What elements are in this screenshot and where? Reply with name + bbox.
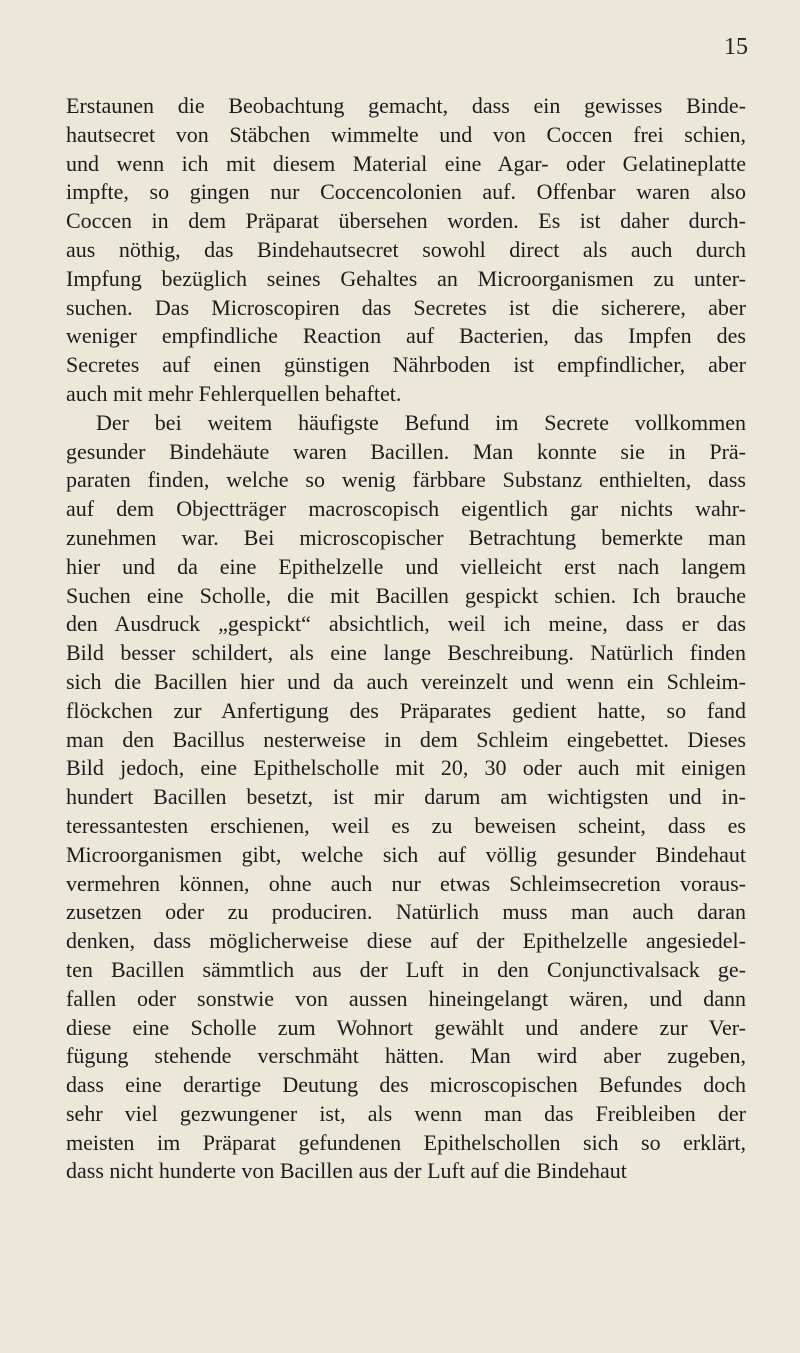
text-line: vermehren können, ohne auch nur etwas Schleimsecretion voraus- xyxy=(66,870,746,896)
text-line: Coccen in dem Präparat übersehen worden. Es ist daher durch- xyxy=(66,208,746,234)
text-line: paraten finden, welche so wenig färbbare Substanz enthielten, dass xyxy=(66,467,746,493)
text-line: dass eine derartige Deutung des microscopischen Befundes doch xyxy=(66,1072,746,1098)
text-line: man den Bacillus nesterweise in dem Schleim eingebettet. Dieses xyxy=(66,726,746,752)
text-line: dass nicht hunderte von Bacillen aus der Luft auf die Bindehaut xyxy=(66,1158,627,1184)
text-line: impfte, so gingen nur Coccencolonien auf. Offenbar waren also xyxy=(66,179,746,205)
text-line: meisten im Präparat gefundenen Epithelschollen sich so erklärt, xyxy=(66,1129,746,1155)
text-line: Bild jedoch, eine Epithelscholle mit 20, 30 oder auch mit einigen xyxy=(66,755,746,781)
text-line: hautsecret von Stäbchen wimmelte und von Coccen frei schien, xyxy=(66,121,746,147)
body-text xyxy=(66,92,746,1186)
text-line: denken, dass möglicherweise diese auf der Epithelzelle angesiedel- xyxy=(66,928,746,954)
text-line: suchen. Das Microscopiren das Secretes ist die sicherere, aber xyxy=(66,294,746,320)
text-line: hundert Bacillen besetzt, ist mir darum am wichtigsten und in- xyxy=(66,784,746,810)
text-line: den Ausdruck „gespickt“ absichtlich, weil ich meine, dass er das xyxy=(66,611,746,637)
text-line: gesunder Bindehäute waren Bacillen. Man konnte sie in Prä- xyxy=(66,438,746,464)
text-line: Suchen eine Scholle, die mit Bacillen gespickt schien. Ich brauche xyxy=(66,582,746,608)
text-line: zunehmen war. Bei microscopischer Betrachtung bemerkte man xyxy=(66,524,746,550)
text-line: Erstaunen die Beobachtung gemacht, dass ein gewisses Binde- xyxy=(66,93,746,118)
text-line: flöckchen zur Anfertigung des Präparates gedient hatte, so fand xyxy=(66,697,746,723)
text-line: weniger empfindliche Reaction auf Bacterien, das Impfen des xyxy=(66,323,746,349)
text-line: fügung stehende verschmäht hätten. Man wird aber zugeben, xyxy=(66,1043,746,1069)
text-line: aus nöthig, das Bindehautsecret sowohl direct als auch durch xyxy=(66,236,746,262)
text-line: Secretes auf einen günstigen Nährboden ist empfindlicher, aber xyxy=(66,352,746,378)
text-line: fallen oder sonstwie von aussen hineingelangt wären, und dann xyxy=(66,985,746,1011)
text-line: sehr viel gezwungener ist, als wenn man das Freibleiben der xyxy=(66,1100,746,1126)
text-line: Bild besser schildert, als eine lange Beschreibung. Natürlich finden xyxy=(66,640,746,666)
text-line: und wenn ich mit diesem Material eine Agar- oder Gelatineplatte xyxy=(66,150,746,176)
text-line: teressantesten erschienen, weil es zu beweisen scheint, dass es xyxy=(66,812,746,838)
text-line: sich die Bacillen hier und da auch vereinzelt und wenn ein Schleim- xyxy=(66,668,746,694)
text-line: diese eine Scholle zum Wohnort gewählt und andere zur Ver- xyxy=(66,1014,746,1040)
text-line: Der bei weitem häufigste Befund im Secrete vollkommen xyxy=(96,409,746,435)
text-line: zusetzen oder zu produciren. Natürlich muss man auch daran xyxy=(66,899,746,925)
text-line: hier und da eine Epithelzelle und vielleicht erst nach langem xyxy=(66,553,746,579)
page-number: 15 xyxy=(724,34,748,60)
text-line: ten Bacillen sämmtlich aus der Luft in den Conjunctivalsack ge- xyxy=(66,956,746,982)
text-line: Microorganismen gibt, welche sich auf völlig gesunder Bindehaut xyxy=(66,841,746,867)
text-line: Impfung bezüglich seines Gehaltes an Microorganismen zu unter- xyxy=(66,265,746,291)
text-line: auch mit mehr Fehlerquellen behaftet. xyxy=(66,380,402,406)
text-line: auf dem Objectträger macroscopisch eigentlich gar nichts wahr- xyxy=(66,496,746,522)
